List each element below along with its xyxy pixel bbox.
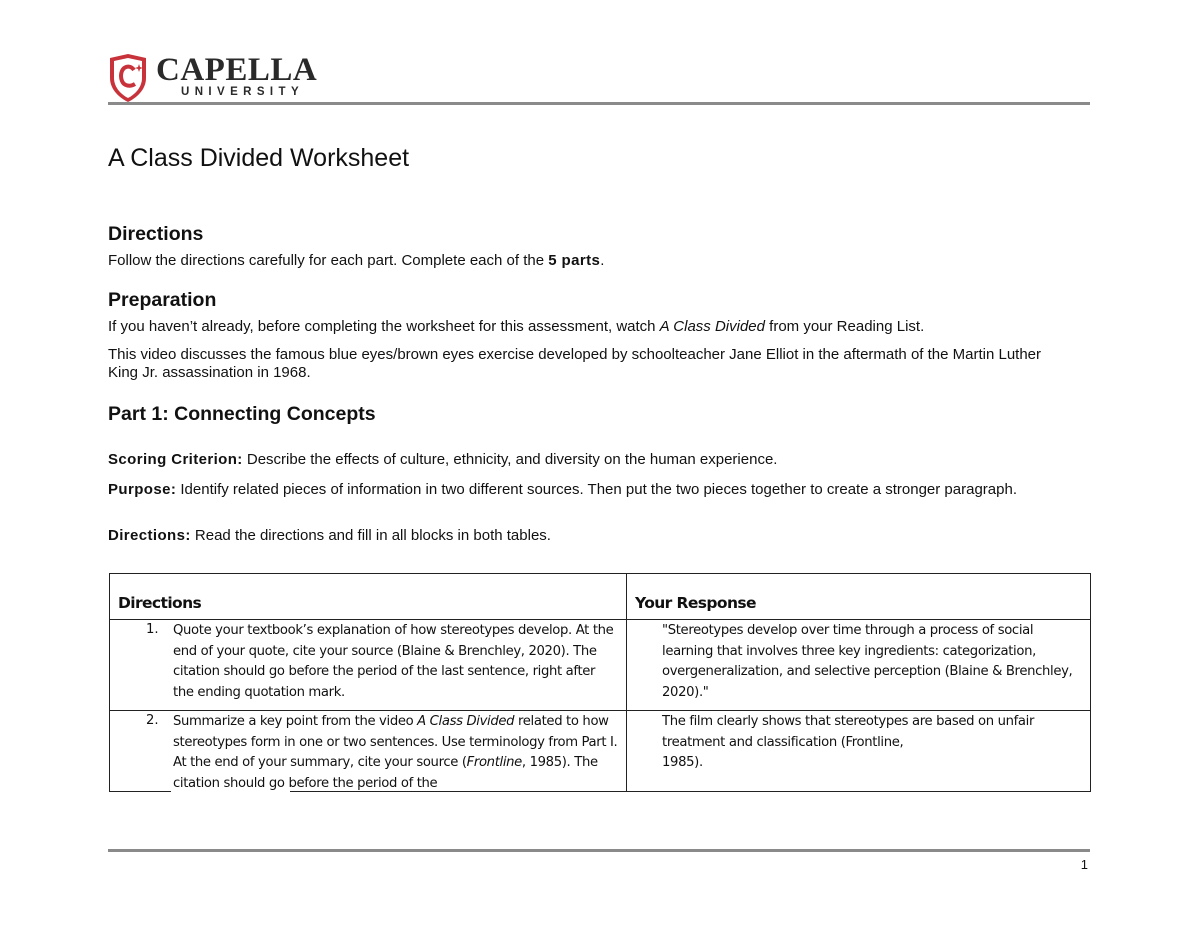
logo-name: CAPELLA	[156, 52, 318, 88]
row-1-number: 1.	[146, 622, 159, 637]
row-1-response[interactable]: "Stereotypes develop over time through a process of social learning that involves three key ingredients: categorization, overgeneralization, and selective perception (Blaine & Brenchley, 2020)."	[662, 623, 1073, 700]
shield-icon	[108, 54, 148, 102]
preparation-paragraph-2: This video discusses the famous blue eyes/brown eyes exercise developed by schoolteacher Jane Elliot in the aftermath of the Martin Luther King Jr. assassination in 1968.	[108, 346, 1042, 381]
row-2-number: 2.	[146, 713, 159, 728]
column-header-directions: Directions	[118, 594, 202, 612]
preparation-heading: Preparation	[108, 289, 217, 311]
connecting-concepts-table	[109, 573, 1091, 791]
row-2-response[interactable]: The film clearly shows that stereotypes are based on unfair treatment and classification (Frontline, 1985).	[662, 714, 1035, 770]
capella-logo	[108, 54, 338, 102]
footer-divider	[108, 849, 1090, 852]
part1-heading: Part 1: Connecting Concepts	[108, 403, 376, 425]
scoring-criterion: Scoring Criterion: Describe the effects of culture, ethnicity, and diversity on the human experience.	[108, 451, 778, 468]
directions-bold: 5 parts	[548, 252, 601, 269]
purpose: Purpose: Identify related pieces of information in two different sources. Then put the two pieces together to create a stronger paragraph.	[108, 481, 1017, 498]
preparation-paragraph-1: If you haven’t already, before completing the worksheet for this assessment, watch A Class Divided from your Reading List.	[108, 318, 925, 335]
header-divider	[108, 102, 1090, 105]
row-2-direction: Summarize a key point from the video A Class Divided related to how stereotypes form in one or two sentences. Use terminology from Part I. At the end of your summary, cite your source (Frontline, 1985). The citation should go before the period of the	[173, 714, 618, 790]
part1-directions: Directions: Read the directions and fill in all blocks in both tables.	[108, 527, 551, 544]
page-number: 1	[1080, 857, 1088, 872]
directions-text: Follow the directions carefully for each part. Complete each of the 5 parts.	[108, 252, 605, 269]
column-header-response: Your Response	[635, 594, 756, 612]
page-title: A Class Divided Worksheet	[108, 144, 410, 172]
row-1-direction: Quote your textbook’s explanation of how stereotypes develop. At the end of your quote, cite your source (Blaine & Brenchley, 2020). The citation should go before the period of the last sentence, right after the ending quotation mark.	[173, 623, 614, 700]
directions-heading: Directions	[108, 223, 204, 245]
logo-subtitle: UNIVERSITY	[181, 86, 305, 98]
